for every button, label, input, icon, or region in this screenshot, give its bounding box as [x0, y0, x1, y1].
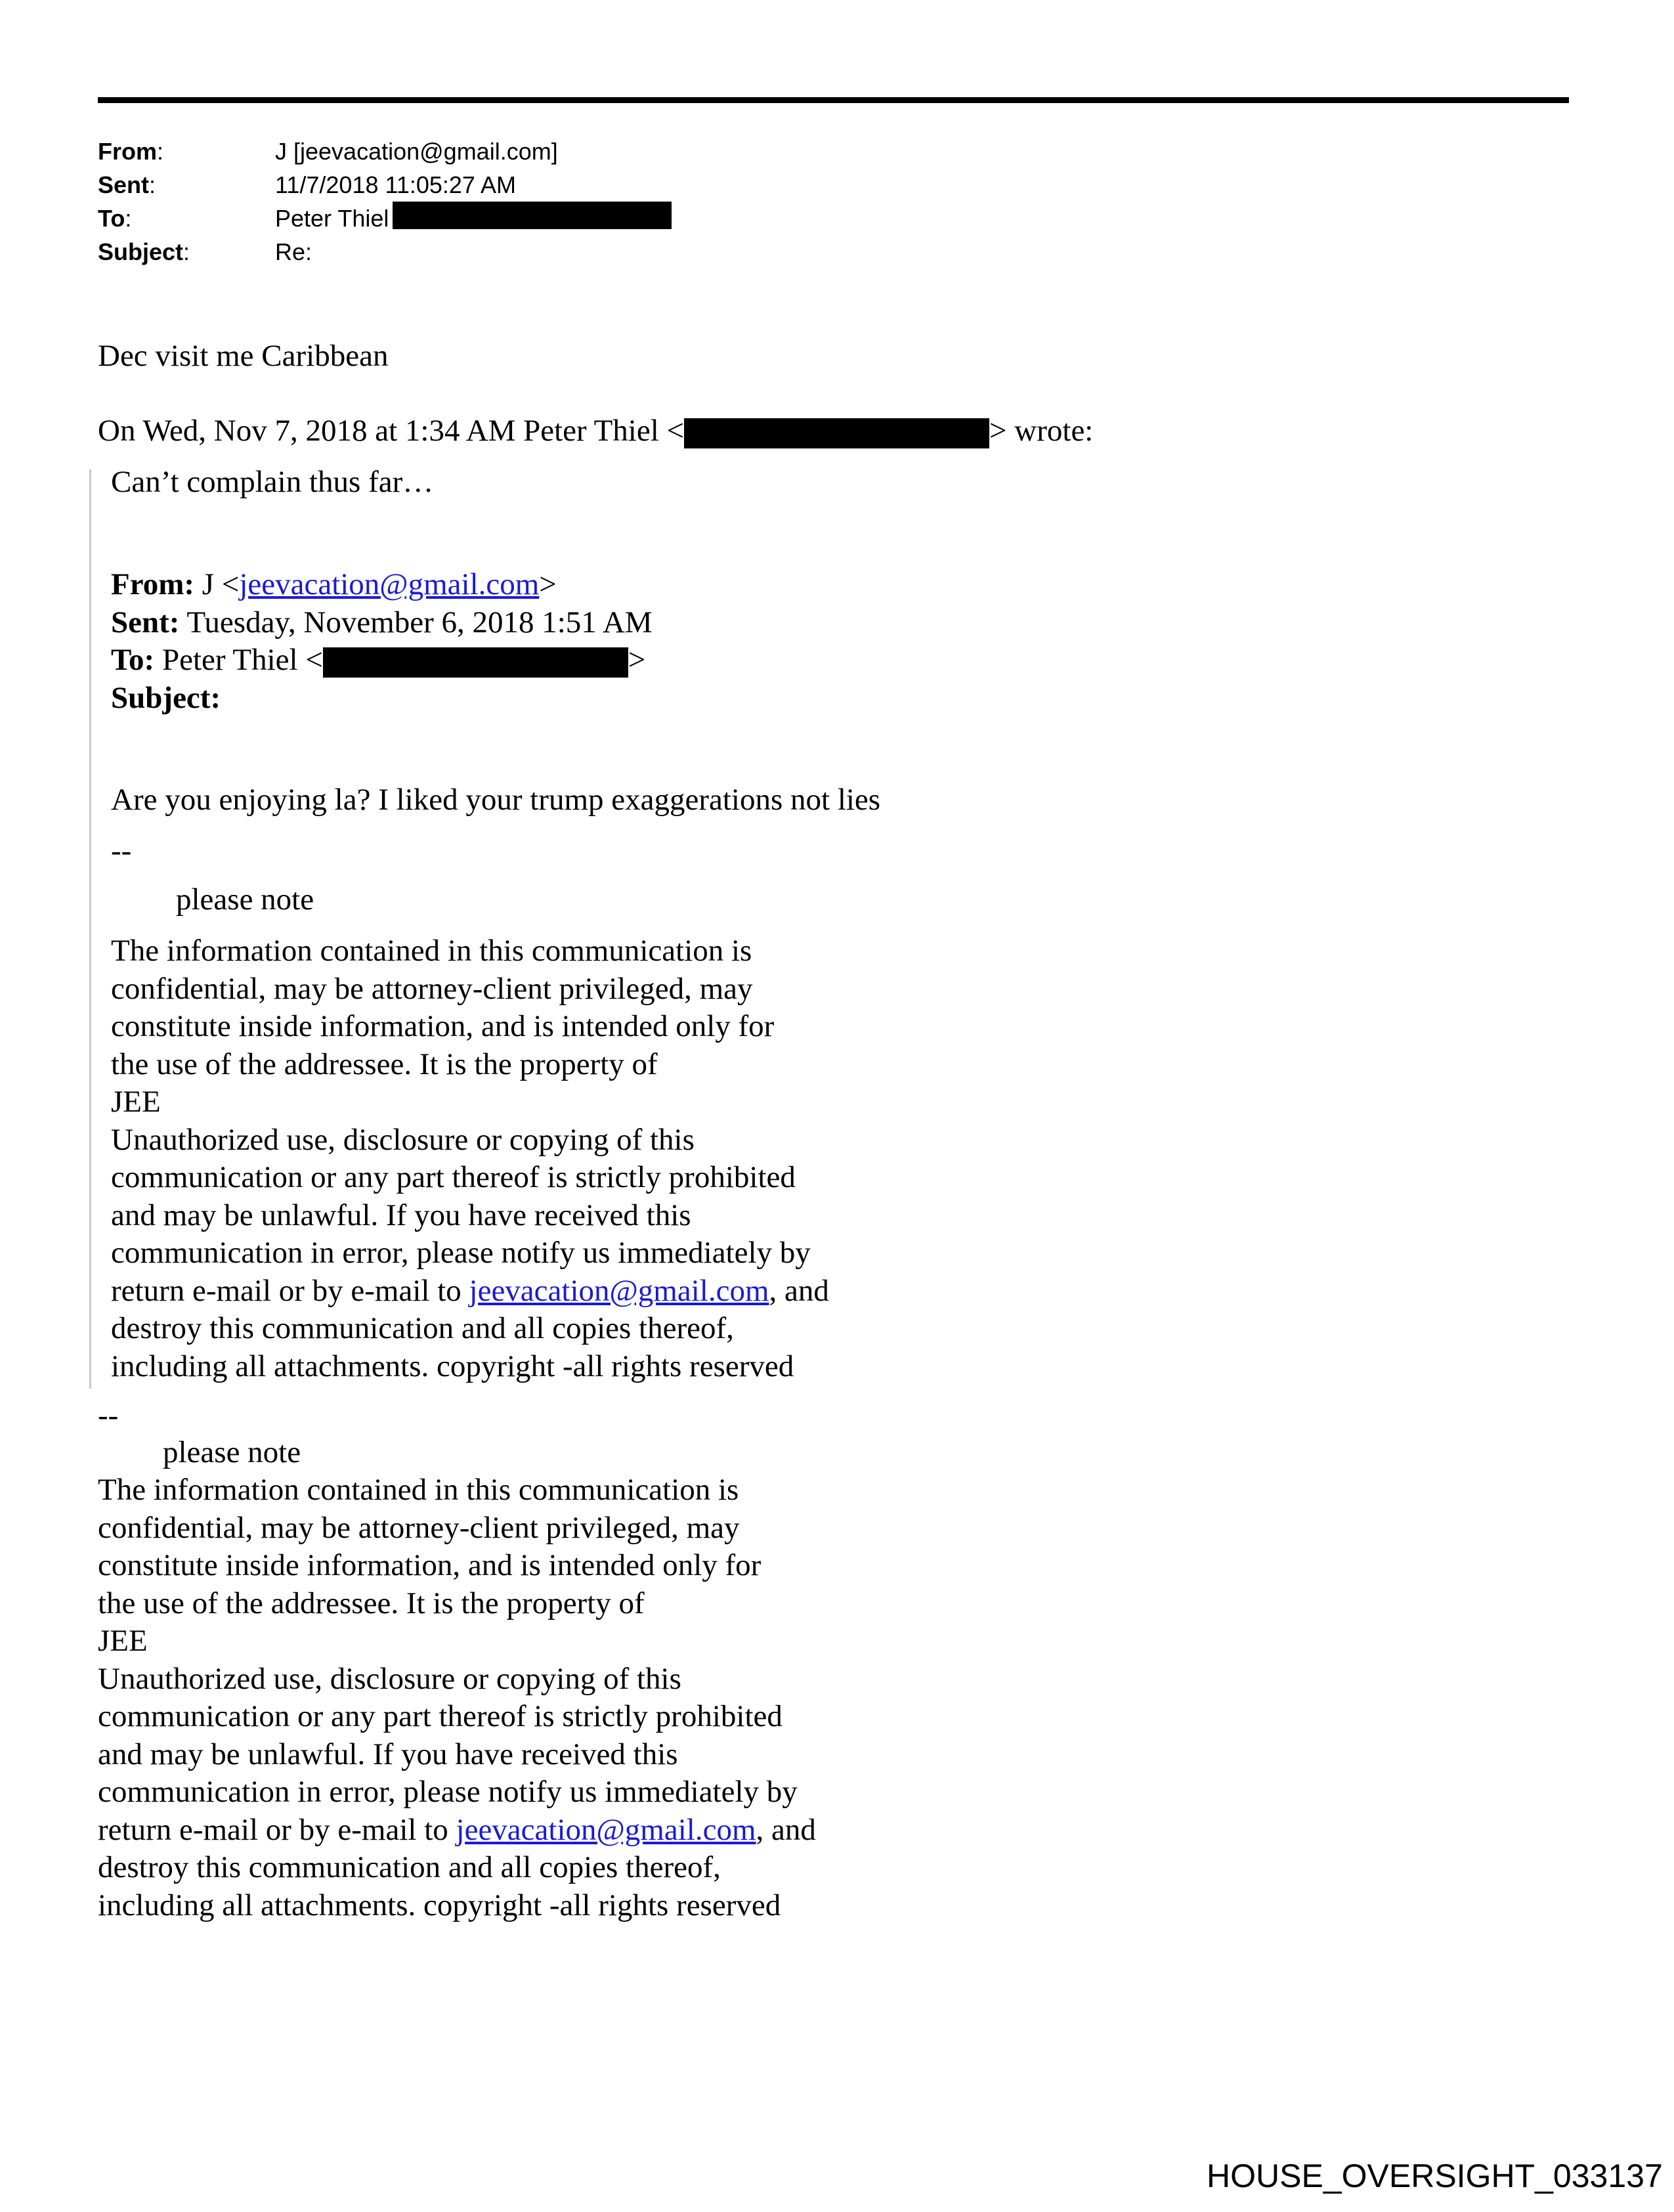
disclaimer-line: The information contained in this communication is	[111, 934, 752, 968]
top-rule	[98, 97, 1569, 103]
header-sent-row: Sent: 11/7/2018 11:05:27 AM	[98, 168, 672, 202]
disclaimer-line: destroy this communication and all copies thereof,	[111, 1311, 734, 1345]
quote-bar	[89, 469, 91, 1389]
disclaimer-line: communication or any part thereof is strictly prohibited	[98, 1699, 783, 1733]
disclaimer-line: and may be unlawful. If you have received this	[98, 1737, 678, 1771]
redaction-box	[393, 202, 672, 229]
redaction-box	[323, 647, 628, 678]
quoted-from-row: From: J <jeevacation@gmail.com>	[111, 567, 557, 601]
disclaimer-line: JEE	[98, 1624, 148, 1658]
quoted-header	[111, 566, 653, 717]
disclaimer-line: the use of the addressee. It is the property of	[98, 1586, 645, 1620]
subject-label: Subject	[98, 238, 184, 265]
to-value: Peter Thiel	[275, 205, 389, 232]
disclaimer-line: including all attachments. copyright -all rights reserved	[98, 1888, 781, 1922]
disclaimer-line: Unauthorized use, disclosure or copying of this	[111, 1122, 695, 1157]
disclaimer-line: confidential, may be attorney-client privileged, may	[98, 1510, 740, 1545]
sent-value: 11/7/2018 11:05:27 AM	[275, 171, 516, 198]
footer-disclaimer	[98, 1471, 816, 1924]
disclaimer-line: Unauthorized use, disclosure or copying of this	[98, 1661, 681, 1696]
header-to-row: To: Peter Thiel	[98, 202, 672, 235]
bates-number: HOUSE_OVERSIGHT_033137	[1207, 2158, 1663, 2194]
quoted-to-row: To: Peter Thiel < >	[111, 643, 646, 677]
quoted-message: Are you enjoying la? I liked your trump exaggerations not lies	[111, 783, 881, 817]
disclaimer-line: confidential, may be attorney-client privileged, may	[111, 971, 753, 1006]
disclaimer-line: communication in error, please notify us immediately by	[98, 1775, 798, 1809]
from-label: From	[98, 138, 157, 165]
message-text: Dec visit me Caribbean	[98, 339, 389, 373]
email-link[interactable]: jeevacation@gmail.com	[456, 1812, 756, 1847]
note-heading: please note	[163, 1435, 301, 1469]
disclaimer-line: including all attachments. copyright -all rights reserved	[111, 1349, 794, 1383]
note-heading: please note	[176, 882, 314, 917]
from-value: J [jeevacation@gmail.com]	[275, 138, 558, 165]
to-label: To	[98, 205, 125, 232]
quoted-reply: Can’t complain thus far…	[111, 465, 434, 499]
subject-value: Re:	[275, 238, 312, 265]
email-header	[98, 135, 672, 269]
email-link[interactable]: jeevacation@gmail.com	[239, 567, 540, 601]
redaction-box	[684, 418, 989, 448]
signature-separator: --	[98, 1399, 119, 1433]
disclaimer-line: constitute inside information, and is intended only for	[111, 1009, 775, 1043]
disclaimer-line: The information contained in this communication is	[98, 1473, 739, 1507]
sent-label: Sent	[98, 171, 150, 198]
header-from-row: From: J [jeevacation@gmail.com]	[98, 135, 672, 168]
quoted-sent-row: Sent: Tuesday, November 6, 2018 1:51 AM	[111, 605, 653, 640]
disclaimer-line: and may be unlawful. If you have received this	[111, 1198, 691, 1232]
disclaimer-line: the use of the addressee. It is the property of	[111, 1047, 658, 1081]
email-link[interactable]: jeevacation@gmail.com	[469, 1273, 769, 1308]
disclaimer-line: communication or any part thereof is strictly prohibited	[111, 1160, 796, 1194]
disclaimer-line: constitute inside information, and is intended only for	[98, 1548, 762, 1582]
disclaimer-line: return e-mail or by e-mail to jeevacation@gmail.com, and	[98, 1812, 816, 1847]
quoted-subject-row: Subject:	[111, 680, 221, 715]
header-subject-row: Subject: Re:	[98, 235, 672, 269]
reply-intro: On Wed, Nov 7, 2018 at 1:34 AM Peter Thiel < > wrote:	[98, 414, 1094, 448]
signature-separator: --	[111, 834, 132, 868]
disclaimer-line: destroy this communication and all copies thereof,	[98, 1850, 721, 1884]
disclaimer-line: communication in error, please notify us immediately by	[111, 1236, 811, 1270]
disclaimer-line: return e-mail or by e-mail to jeevacation@gmail.com, and	[111, 1273, 829, 1308]
disclaimer-line: JEE	[111, 1085, 161, 1119]
quoted-disclaimer	[111, 932, 829, 1385]
